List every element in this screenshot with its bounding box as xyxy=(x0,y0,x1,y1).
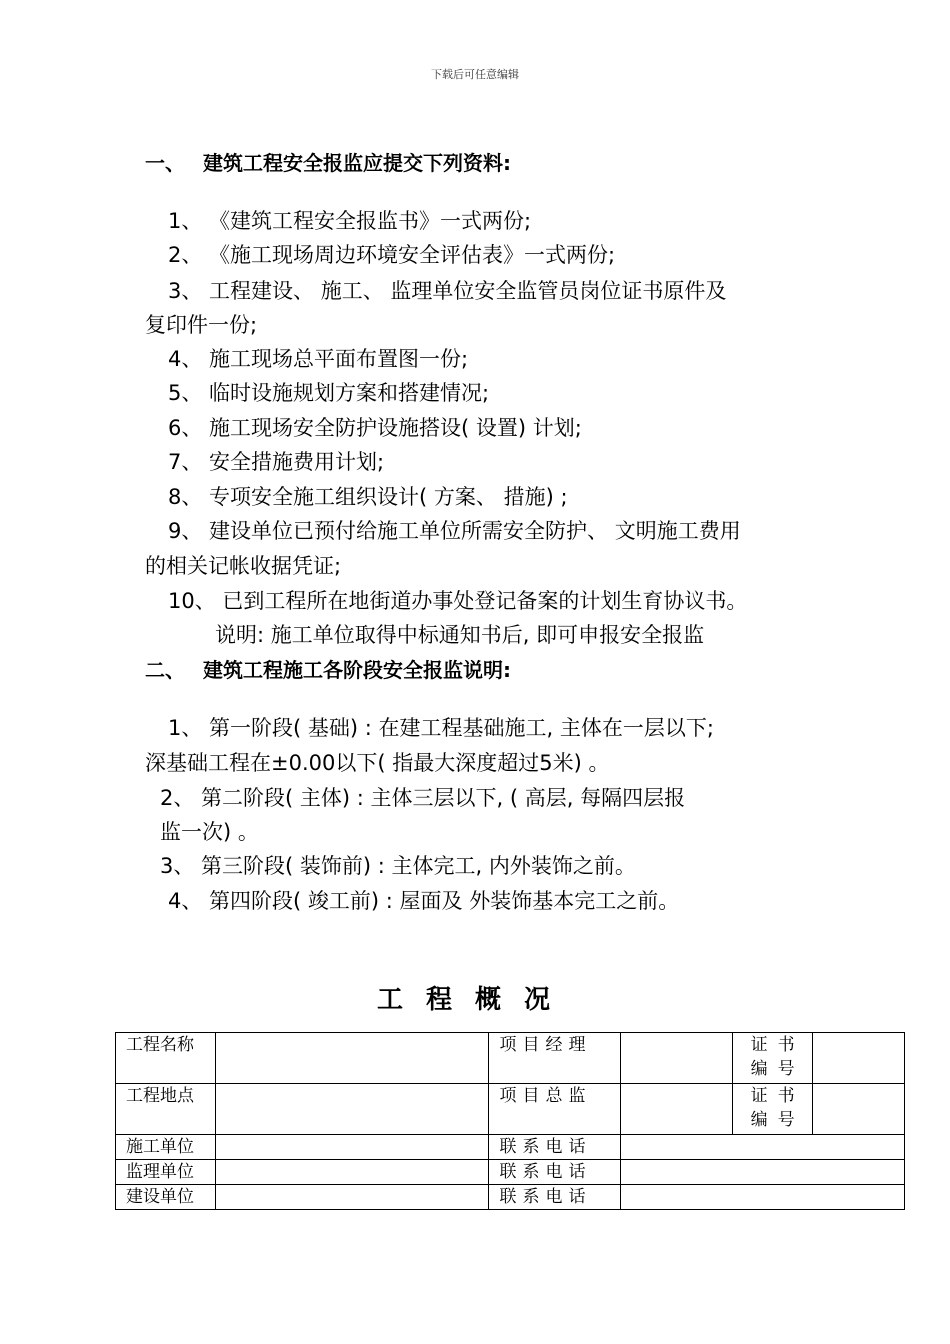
list-item: 3、 第三阶段( 装饰前) : 主体完工, 内外装饰之前。 xyxy=(160,854,636,878)
list-item: 的相关记帐收据凭证; xyxy=(145,554,342,578)
value-cell[interactable] xyxy=(813,1033,905,1084)
value-cell[interactable] xyxy=(621,1084,733,1135)
value-cell[interactable] xyxy=(813,1084,905,1135)
row-label: 施工单位 xyxy=(116,1135,216,1160)
field-label: 项目经理 xyxy=(489,1033,621,1084)
list-item: 7、 安全措施费用计划; xyxy=(168,450,385,474)
section-1-note: 说明: 施工单位取得中标通知书后, 即可申报安全报监 xyxy=(215,623,705,647)
list-item: 6、 施工现场安全防护设施搭设( 设置) 计划; xyxy=(168,416,582,440)
value-cell[interactable] xyxy=(621,1160,905,1185)
section-1-title: 建筑工程安全报监应提交下列资料: xyxy=(203,151,511,175)
section-2-number: 二、 xyxy=(145,658,185,682)
overview-title: 工程概况 xyxy=(376,985,573,1015)
list-item: 5、 临时设施规划方案和搭建情况; xyxy=(168,381,490,405)
list-item: 深基础工程在±0.00以下( 指最大深度超过5米) 。 xyxy=(145,751,610,775)
list-item: 9、 建设单位已预付给施工单位所需安全防护、 文明施工费用 xyxy=(168,519,741,543)
list-item: 1、 第一阶段( 基础) : 在建工程基础施工, 主体在一层以下; xyxy=(168,716,714,740)
table-row xyxy=(116,1084,905,1135)
value-cell[interactable] xyxy=(215,1084,489,1135)
table-row xyxy=(116,1160,905,1185)
list-item: 复印件一份; xyxy=(145,313,258,337)
list-item: 监一次) 。 xyxy=(160,820,259,844)
list-item: 2、 第二阶段( 主体) : 主体三层以下, ( 高层, 每隔四层报 xyxy=(160,786,686,810)
field-label: 联系电话 xyxy=(489,1185,621,1210)
field-label: 联系电话 xyxy=(489,1160,621,1185)
value-cell[interactable] xyxy=(621,1185,905,1210)
list-item: 4、 第四阶段( 竣工前) : 屋面及 外装饰基本完工之前。 xyxy=(168,889,680,913)
value-cell[interactable] xyxy=(215,1135,489,1160)
list-item: 3、 工程建设、 施工、 监理单位安全监管员岗位证书原件及 xyxy=(168,279,727,303)
row-label: 建设单位 xyxy=(116,1185,216,1210)
value-cell[interactable] xyxy=(215,1185,489,1210)
table-row xyxy=(116,1185,905,1210)
table-row xyxy=(116,1135,905,1160)
value-cell[interactable] xyxy=(215,1033,489,1084)
table-row xyxy=(116,1033,905,1084)
list-item: 2、 《施工现场周边环境安全评估表》一式两份; xyxy=(168,243,616,267)
cert-label-top: 证书 xyxy=(750,1035,805,1055)
section-1-number: 一、 xyxy=(145,151,185,175)
field-label: 联系电话 xyxy=(489,1135,621,1160)
section-2-heading xyxy=(145,657,511,683)
cert-label-bottom: 编号 xyxy=(750,1110,805,1130)
page-header: 下载后可任意编辑 xyxy=(431,68,519,81)
section-1-heading xyxy=(145,150,511,176)
field-label: 项目总监 xyxy=(489,1084,621,1135)
section-2-title: 建筑工程施工各阶段安全报监说明: xyxy=(203,658,511,682)
list-item: 8、 专项安全施工组织设计( 方案、 措施) ; xyxy=(168,485,568,509)
value-cell[interactable] xyxy=(621,1135,905,1160)
row-label: 工程地点 xyxy=(116,1084,216,1135)
cert-label-top: 证书 xyxy=(750,1086,805,1106)
overview-table xyxy=(115,1032,905,1210)
cert-label xyxy=(733,1084,813,1135)
list-item: 1、 《建筑工程安全报监书》一式两份; xyxy=(168,209,532,233)
list-item: 4、 施工现场总平面布置图一份; xyxy=(168,347,469,371)
value-cell[interactable] xyxy=(621,1033,733,1084)
cert-label-bottom: 编号 xyxy=(750,1059,805,1079)
row-label: 监理单位 xyxy=(116,1160,216,1185)
row-label: 工程名称 xyxy=(116,1033,216,1084)
list-item: 10、 已到工程所在地街道办事处登记备案的计划生育协议书。 xyxy=(168,589,748,613)
value-cell[interactable] xyxy=(215,1160,489,1185)
cert-label xyxy=(733,1033,813,1084)
